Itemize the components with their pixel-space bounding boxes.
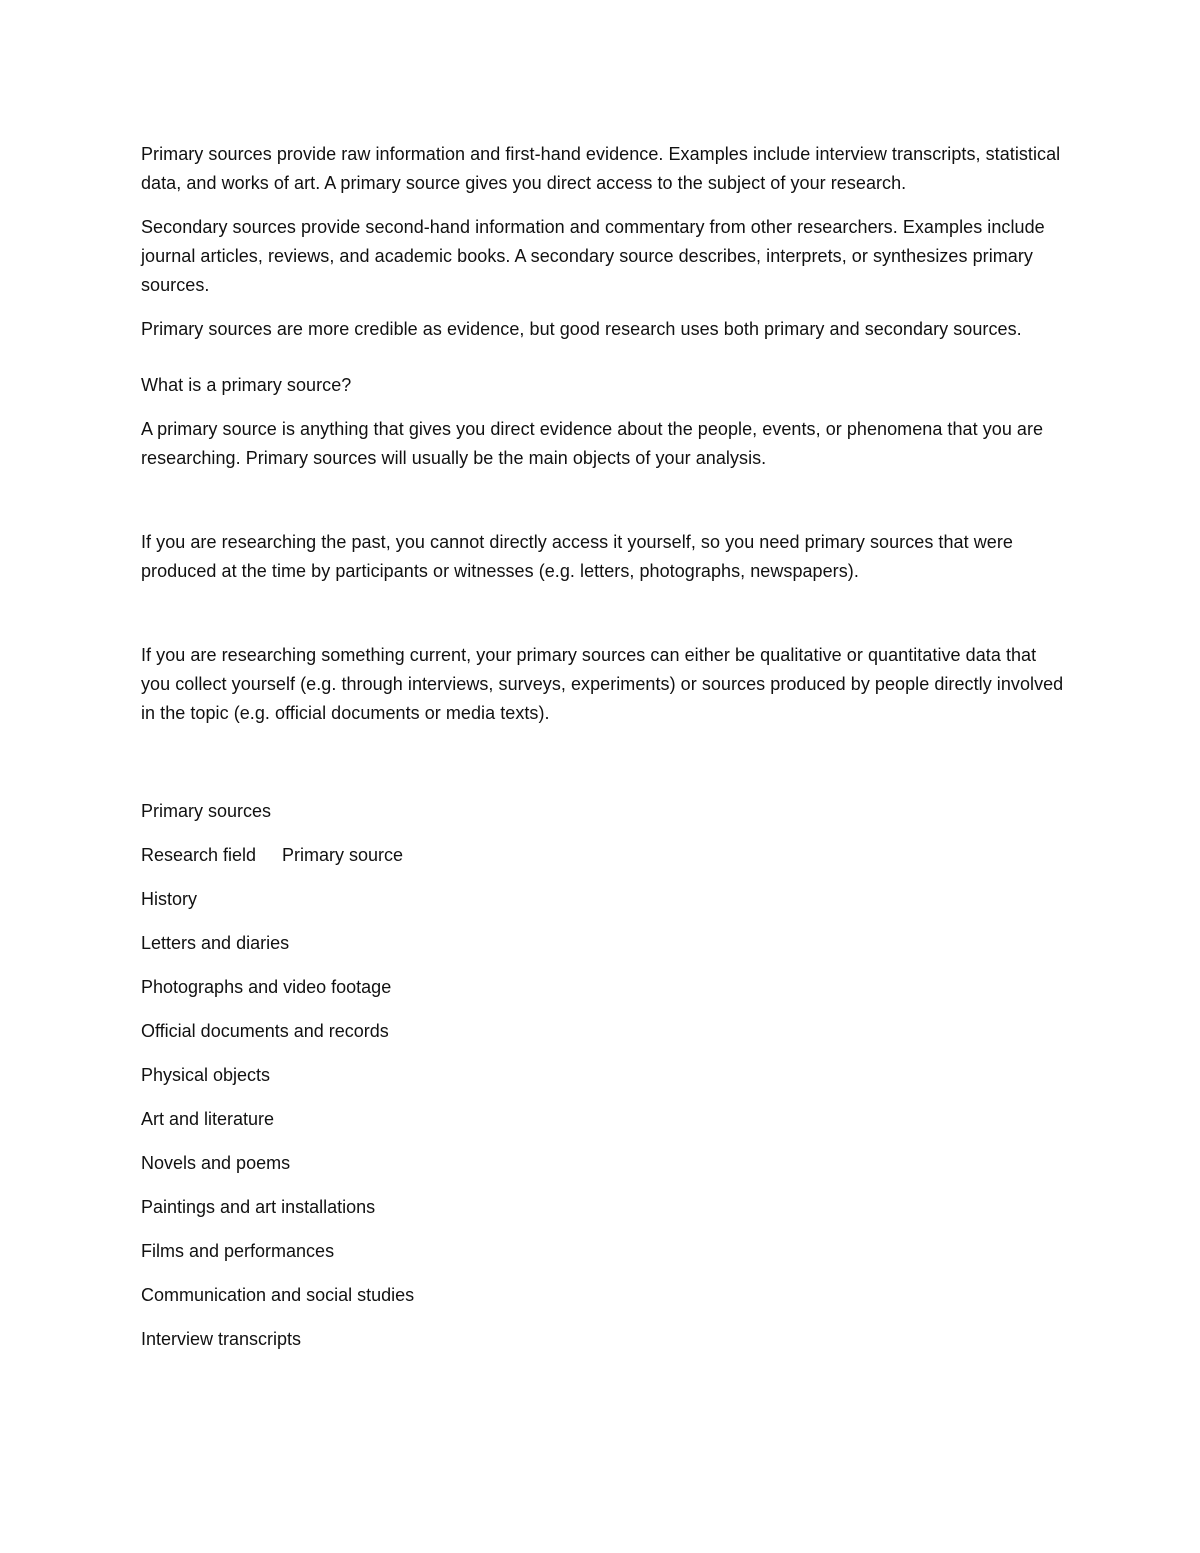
section-question: What is a primary source? <box>141 375 352 395</box>
definition-paragraph: A primary source is anything that gives you direct evidence about the people, events, or phenomena that you are researching. Primary sources will usually be the main objects of your analysis. <box>141 419 1044 468</box>
intro-paragraph-credibility: Primary sources are more credible as evidence, but good research uses both primary and secondary sources. <box>141 319 1022 339</box>
intro-paragraph-secondary: Secondary sources provide second-hand information and commentary from other researchers. Examples include journal articles, reviews, and academic books. A secondary source describes, interprets, or synthesizes primary sources. <box>141 217 1045 295</box>
list-item: Photographs and video footage <box>141 977 392 997</box>
current-research-paragraph: If you are researching something current, your primary sources can either be qualitative or quantitative data that you collect yourself (e.g. through interviews, surveys, experiments) or sources produced by people directly involved in the topic (e.g. official documents or media texts). <box>141 645 1064 723</box>
spacer <box>141 488 1066 528</box>
document-body <box>141 140 1066 1369</box>
list-title: Primary sources <box>141 801 272 821</box>
list-item: Interview transcripts <box>141 1329 302 1349</box>
list-item: Official documents and records <box>141 1021 389 1041</box>
list-item: Paintings and art installations <box>141 1197 376 1217</box>
list-item: Art and literature <box>141 1109 275 1129</box>
list-item: Films and performances <box>141 1241 335 1261</box>
spacer <box>141 743 1066 797</box>
header-primary-source: Primary source <box>282 845 404 865</box>
list-item: Novels and poems <box>141 1153 291 1173</box>
list-item: History <box>141 889 198 909</box>
past-research-paragraph: If you are researching the past, you cannot directly access it yourself, so you need primary sources that were produced at the time by participants or witnesses (e.g. letters, photographs, newspapers). <box>141 532 1013 581</box>
spacer <box>141 601 1066 641</box>
header-research-field: Research field <box>141 845 257 865</box>
list-item: Physical objects <box>141 1065 271 1085</box>
intro-paragraph-primary: Primary sources provide raw information and first-hand evidence. Examples include interview transcripts, statistical data, and works of art. A primary source gives you direct access to the subject of your research. <box>141 144 1061 193</box>
spacer <box>141 359 1066 371</box>
list-header-row <box>141 841 1066 870</box>
list-item: Communication and social studies <box>141 1285 415 1305</box>
list-item: Letters and diaries <box>141 933 290 953</box>
